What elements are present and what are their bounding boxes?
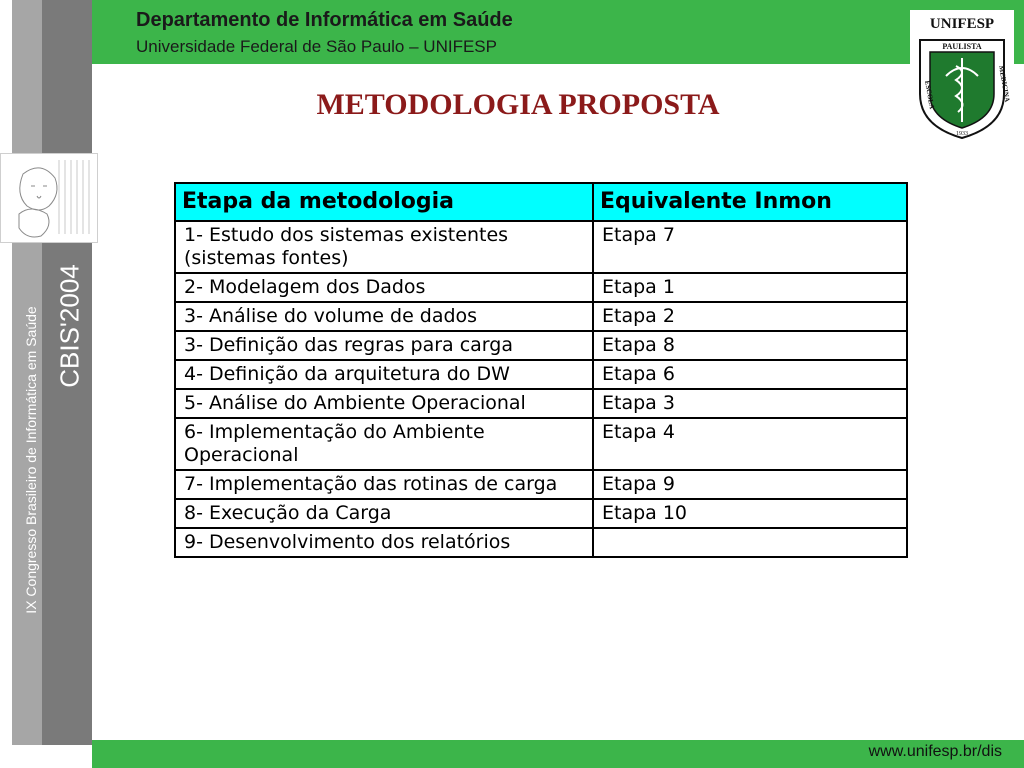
seal-top-text: PAULISTA	[942, 42, 982, 51]
page-title: METODOLOGIA PROPOSTA	[316, 88, 720, 121]
table-row	[175, 273, 907, 302]
stage-cell: 6- Implementação do Ambiente Operacional	[175, 418, 593, 470]
inmon-cell: Etapa 3	[593, 389, 907, 418]
methodology-table	[174, 182, 908, 558]
table-row	[175, 470, 907, 499]
stage-cell: 3- Análise do volume de dados	[175, 302, 593, 331]
table-row	[175, 302, 907, 331]
inmon-cell: Etapa 4	[593, 418, 907, 470]
congress-name: IX Congresso Brasileiro de Informática em Saúde	[23, 306, 39, 614]
table-row	[175, 360, 907, 389]
stage-cell: 9- Desenvolvimento dos relatórios	[175, 528, 593, 557]
stage-cell: 5- Análise do Ambiente Operacional	[175, 389, 593, 418]
inmon-cell: Etapa 9	[593, 470, 907, 499]
faces-icon	[1, 154, 97, 242]
table-row	[175, 418, 907, 470]
event-name: CBIS'2004	[54, 264, 85, 388]
unifesp-logo	[910, 10, 1014, 140]
inmon-cell: Etapa 10	[593, 499, 907, 528]
left-margin	[0, 0, 12, 768]
seal-right-text: MEDICINA	[997, 64, 1012, 103]
inmon-cell: Etapa 8	[593, 331, 907, 360]
inmon-cell: Etapa 7	[593, 221, 907, 273]
stage-cell: 3- Definição das regras para carga	[175, 331, 593, 360]
table-row	[175, 389, 907, 418]
stage-cell: 7- Implementação das rotinas de carga	[175, 470, 593, 499]
inmon-cell	[593, 528, 907, 557]
sidebar-decorative-image	[0, 153, 98, 243]
university-name: Universidade Federal de São Paulo – UNIFESP	[136, 37, 497, 56]
inmon-cell: Etapa 1	[593, 273, 907, 302]
table-row	[175, 331, 907, 360]
table-row	[175, 221, 907, 273]
table-row	[175, 528, 907, 557]
stage-cell: 8- Execução da Carga	[175, 499, 593, 528]
inmon-cell: Etapa 2	[593, 302, 907, 331]
seal-left-text: ESCOLA	[923, 79, 936, 110]
footer-url: www.unifesp.br/dis	[868, 743, 1002, 760]
table-row	[175, 499, 907, 528]
department-name: Departamento de Informática em Saúde	[136, 9, 513, 31]
university-seal-icon	[916, 36, 1012, 140]
stage-cell: 2- Modelagem dos Dados	[175, 273, 593, 302]
stage-cell: 4- Definição da arquitetura do DW	[175, 360, 593, 389]
logo-label: UNIFESP	[929, 16, 995, 32]
header-inmon: Equivalente Inmon	[593, 183, 907, 221]
table-header-row	[175, 183, 907, 221]
stage-cell: 1- Estudo dos sistemas existentes (sistemas fontes)	[175, 221, 593, 273]
inmon-cell: Etapa 6	[593, 360, 907, 389]
header-stage: Etapa da metodologia	[175, 183, 593, 221]
seal-year-text: 1933	[956, 131, 968, 137]
